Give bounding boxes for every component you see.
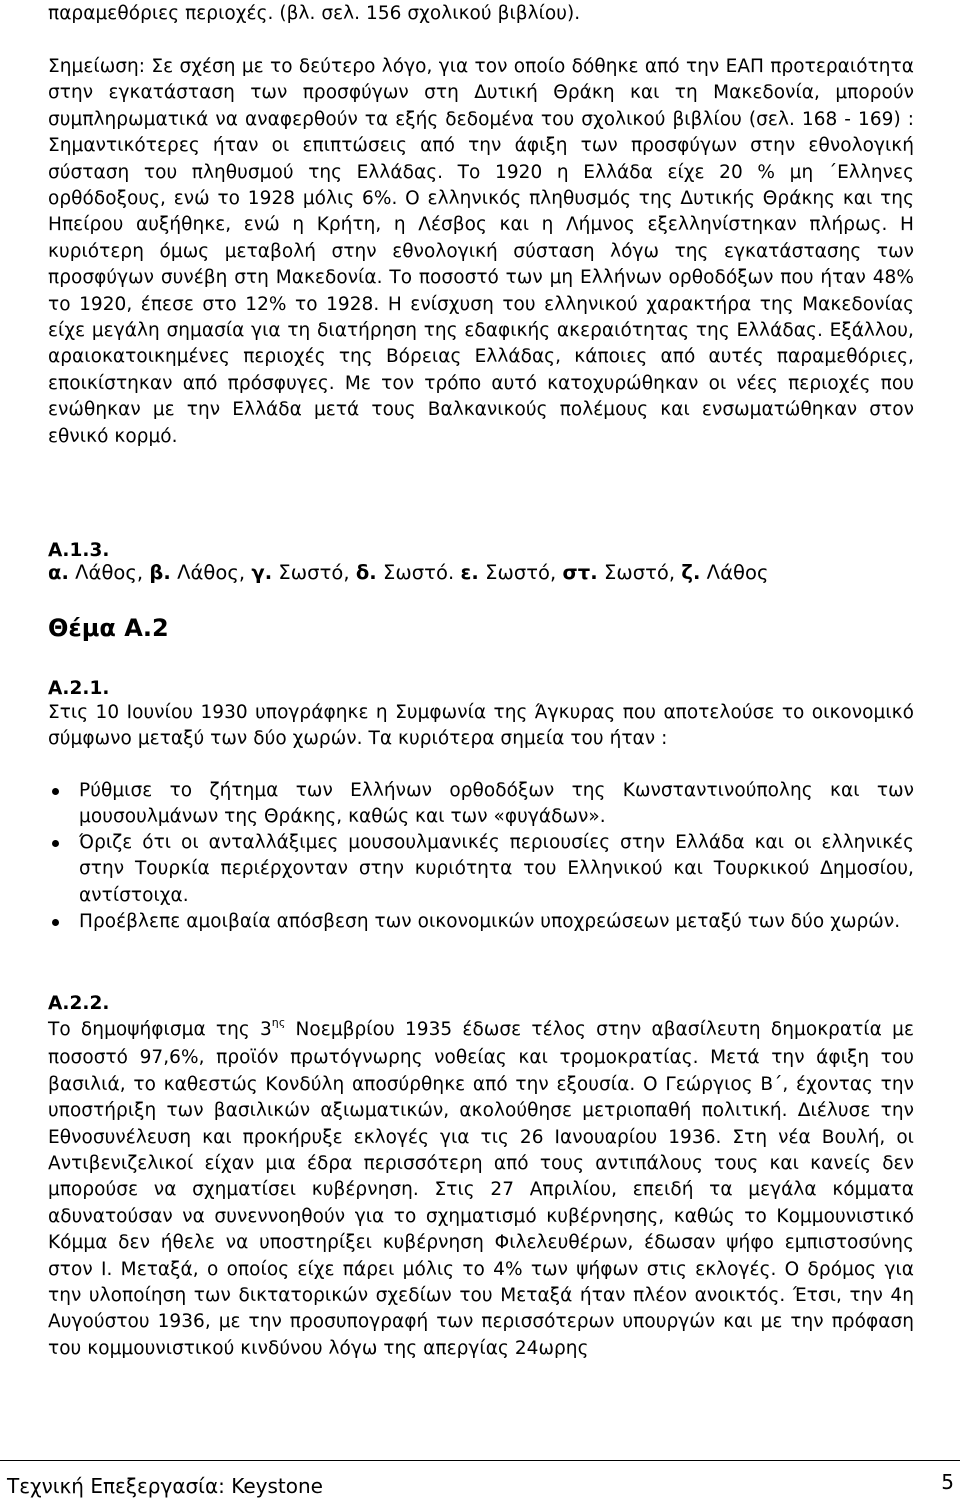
first-line: παραμεθόριες περιοχές. (βλ. σελ. 156 σχολικού βιβλίου).: [48, 3, 581, 24]
bullet-icon: [52, 919, 59, 926]
answer-key: α.: [48, 561, 69, 584]
a21-intro: Στις 10 Ιουνίου 1930 υπογράφηκε η Συμφωνία της Άγκυρας που αποτελούσε το οικονομικό σύμφωνο μεταξύ των δύο χωρών. Τα κυριότερα σημεία του ήταν :: [48, 702, 914, 750]
list-item: [48, 830, 914, 909]
footer-divider: [0, 1460, 960, 1461]
a22-text-rest: Νοεμβρίου 1935 έδωσε τέλος στην αβασίλευτη δημοκρατία με ποσοστό 97,6%, προϊόν πρωτόγνωρης νοθείας και τρομοκρατίας. Μετά την άφιξη του βασιλιά, το καθεστώς Κονδύλη αποσύρθηκε από την εξουσία. Ο Γεώργιος Β΄, έχοντας την υποστήριξη των βασιλικών αξιωματικών, ακολούθησε μετριοπαθή πολιτική. Διέλυσε την Εθνοσυνέλευση και προκήρυξε εκλογές για τις 26 Ιανουαρίου 1936. Στη νέα Βουλή, οι Αντιβενιζελικοί είχαν μια έδρα περισσότερη από τους αντιπάλους τους και κανείς δεν μπορούσε να σχηματίσει κυβέρνηση. Στις 27 Απριλίου, επειδή τα μεγάλα κόμματα αδυνατούσαν να συνεννοηθούν για το σχηματισμό κυβέρνησης, καθώς το Κομμουνιστικό Κόμμα δεν ήθελε να υποστηρίξει κυβέρνηση Φιλελευθέρων, έδωσαν ψήφο εμπιστοσύνης στον Ι. Μεταξά, ο οποίος είχε πάρει μόλις το 4% των ψήφων στις εκλογές. Ο δρόμος για την υλοποίηση των δικτατορικών σχεδίων του Μεταξά ήταν πλέον ανοικτός. Έτσι, την 4η Αυγούστου 1936, με την προσυπογραφή των περισσότερων υπουργών και με την πρόφαση του κομμουνιστικού κινδύνου λόγω της απεργίας 24ωρης: [48, 1019, 914, 1359]
list-item: [48, 909, 914, 935]
a22-paragraph: [48, 1017, 914, 1362]
a22-text-start: Το δημοψήφισμα της 3: [48, 1019, 272, 1040]
note-paragraph: Σημείωση: Σε σχέση με το δεύτερο λόγο, για τον οποίο δόθηκε από την ΕΑΠ προτεραιότητα στην εγκατάσταση των προσφύγων στη Δυτική Θράκη και τη Μακεδονία, μπορούν συμπληρωματικά να αναφερθούν τα εξής δεδομένα του σχολικού βιβλίου (σελ. 168 - 169) : Σημαντικότερες ήταν οι επιπτώσεις από την άφιξη των προσφύγων στην εθνολογική σύσταση του πληθυσμού της Ελλάδας. Το 1920 η Ελλάδα είχε 20 % μη ΄Ελληνες ορθόδοξους, ενώ το 1928 μόλις 6%. Ο ελληνικός πληθυσμός της Δυτικής Θράκης και της Ηπείρου αυξήθηκε, ενώ η Κρήτη, η Λέσβος και η Λήμνος εξελληνίστηκαν πλήρως. Η κυριότερη όμως μεταβολή στην εθνολογική σύσταση λόγω της εγκατάστασης των προσφύγων συνέβη στη Μακεδονία. Το ποσοστό των μη Ελλήνων ορθοδόξων που ήταν 48% το 1920, έπεσε στο 12% το 1928. Η ενίσχυση του ελληνικού χαρακτήρα της Μακεδονίας είχε μεγάλη σημασία για τη διατήρηση της εδαφικής ακεραιότητας της Ελλάδας. Εξάλλου, αραιοκατοικημένες περιοχές της Βόρειας Ελλάδας, κάποιες από αυτές παραμεθόριες, εποικίστηκαν από πρόσφυγες. Με τον τρόπο αυτό κατοχυρώθηκαν οι νέες περιοχές που ενώθηκαν με την Ελλάδα μετά τους Βαλκανικούς πολέμους και ενσωματώθηκαν στον εθνικό κορμό.: [48, 56, 914, 447]
answer-key: ε.: [460, 561, 479, 584]
answer-key: β.: [149, 561, 171, 584]
answer-value: Σωστό,: [272, 561, 356, 584]
answer-key: γ.: [251, 561, 273, 584]
footer-credit: Τεχνική Επεξεργασία: Keystone: [7, 1474, 323, 1498]
answer-value: Λάθος: [700, 561, 769, 584]
theme-title: Θέμα Α.2: [48, 614, 169, 642]
answer-value: Σωστό,: [478, 561, 563, 584]
section-heading-a13: Α.1.3.: [48, 540, 110, 561]
list-item-text: Ρύθμισε το ζήτημα των Ελλήνων ορθοδόξων της Κωνσταντινούπολης και των μουσουλμάνων της Θράκης, καθώς και των «φυγάδων».: [79, 780, 914, 828]
section-heading-a21: Α.2.1.: [48, 678, 110, 699]
ordinal-superscript: ης: [271, 1016, 286, 1029]
answer-key: δ.: [355, 561, 377, 584]
list-item-text: Όριζε ότι οι ανταλλάξιμες μουσουλμανικές περιουσίες στην Ελλάδα και οι ελληνικές στην Τουρκία περιέρχονταν στην κυριότητα του Ελληνικού και Τουρκικού Δημοσίου, αντίστοιχα.: [79, 832, 914, 906]
answer-value: Λάθος,: [68, 561, 150, 584]
answer-key: στ.: [562, 561, 598, 584]
answer-key: ζ.: [681, 561, 701, 584]
answer-value: Λάθος,: [170, 561, 252, 584]
bullet-icon: [52, 840, 59, 847]
answer-value: Σωστό.: [376, 561, 461, 584]
list-item: [48, 778, 914, 831]
answers-line: [48, 560, 768, 586]
list-item-text: Προέβλεπε αμοιβαία απόσβεση των οικονομικών υποχρεώσεων μεταξύ των δύο χωρών.: [79, 911, 901, 932]
section-heading-a22: Α.2.2.: [48, 993, 110, 1014]
page-number: 5: [941, 1470, 954, 1494]
bullet-icon: [52, 788, 59, 795]
answer-value: Σωστό,: [597, 561, 682, 584]
